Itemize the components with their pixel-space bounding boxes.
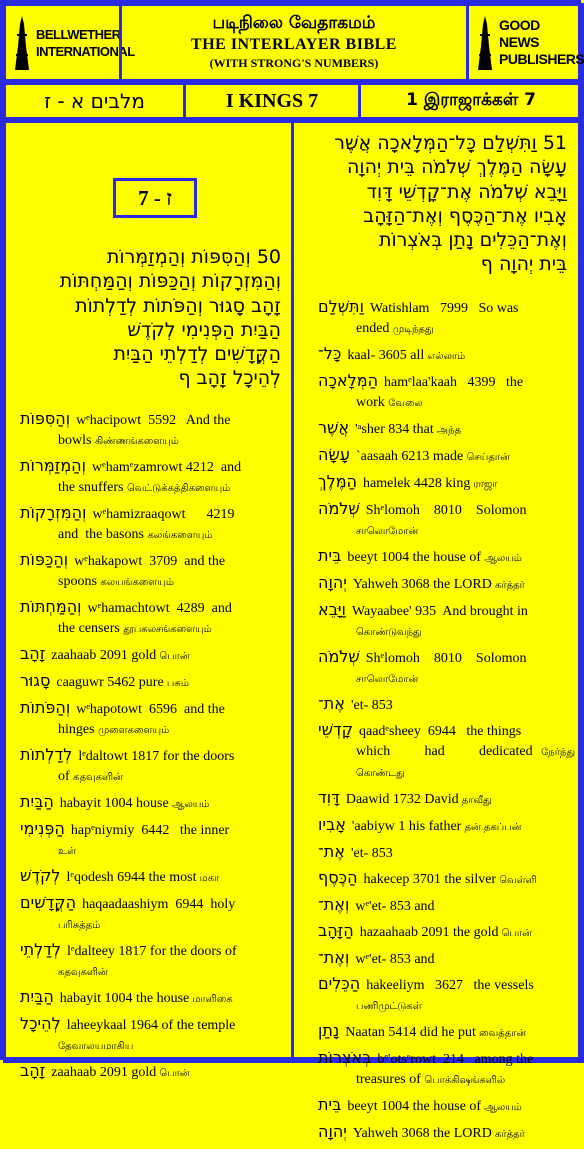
hebrew-word: אֲשֶׁר	[318, 418, 350, 437]
hebrew-word: וְהַמַּחְתּוֹת	[20, 597, 82, 616]
tamil-gloss: வேலை	[388, 398, 423, 409]
word-entry	[20, 409, 286, 452]
gloss-line-2: spoons	[58, 574, 101, 589]
tower-icon	[14, 16, 30, 70]
word-entry	[318, 720, 575, 784]
gloss-line: Wayaabee' 935 And brought in	[351, 604, 528, 619]
word-list-left	[20, 409, 286, 1088]
gloss-line-2: work	[356, 395, 389, 410]
gloss-line: hakeeliym 3627 the vessels	[366, 978, 534, 993]
tamil-gloss: கலங்களையும்	[147, 530, 213, 541]
word-entry	[20, 698, 286, 741]
hebrew-word: בֵּית	[318, 546, 342, 565]
hebrew-word: זָהָב	[20, 1061, 46, 1080]
tamil-gloss: பணிமுட்டுகள்	[356, 1001, 422, 1012]
bellwether-logo-line2: INTERNATIONAL	[36, 43, 135, 59]
word-entry	[318, 1048, 575, 1091]
hebrew-word: דָּוִד	[318, 788, 340, 807]
hebrew-word: לְדַלְתֵי	[20, 940, 62, 959]
hebrew-word: לְהֵיכָל	[20, 1014, 61, 1033]
word-entry	[20, 792, 286, 815]
hebrew-line: עָשָׂה הַמֶּלֶךְ שְׁלֹמֹה בֵּית יְהוָה	[347, 156, 567, 179]
hebrew-word: זָהָב	[20, 644, 46, 663]
gloss-line-2: of	[58, 769, 74, 784]
hebrew-word: הַבַּיִת	[20, 987, 54, 1006]
hebrew-word: הַמְּלָאכָה	[318, 371, 379, 390]
word-entry	[20, 1014, 286, 1057]
gloss-line: zaahaab 2091 gold	[51, 648, 157, 663]
word-entry	[318, 445, 575, 468]
hebrew-line: וְאֶת־הַכֵּלִים נָתַן בְּאֹצְרוֹת	[378, 229, 567, 252]
word-entry	[318, 788, 575, 811]
hebrew-line: וְהַמִּזְרָקוֹת וְהַכַּפּוֹת וְהַמַּחְתּוֹת	[59, 270, 281, 293]
gloss-line: lᵉdalteey 1817 for the doors of	[67, 944, 237, 959]
hebrew-line: אָבִיו אֶת־הַכֶּסֶף וְאֶת־הַזָּהָב	[363, 204, 567, 227]
word-entry	[20, 745, 286, 788]
hebrew-word: וְהַמְזַמְּרוֹת	[20, 456, 86, 475]
word-entry	[318, 921, 575, 944]
tamil-gloss: வைத்தான்	[475, 1028, 527, 1039]
gloss-line: Watishlam 7999 So was	[369, 301, 519, 316]
tamil-gloss: தன் தகப்பன்	[461, 822, 522, 833]
hebrew-word: לְקֹדֶשׁ	[20, 866, 61, 885]
gloss-line: Shᵉlomoh 8010 Solomon	[365, 503, 527, 518]
gloss-line: kaal- 3605 all	[347, 348, 425, 363]
word-entry	[20, 866, 286, 889]
hebrew-line: בֵּית יְהוָה ף	[480, 253, 567, 276]
hebrew-line: 50 וְהַסִּפּוֹת וְהַמְזַמְּרוֹת	[106, 246, 281, 268]
gloss-line: hazaahaab 2091 the gold	[359, 925, 499, 940]
hebrew-word: אָבִיו	[318, 815, 346, 834]
bellwether-logo	[3, 3, 135, 82]
tamil-gloss: சாலொமோன்	[356, 526, 419, 537]
word-entry	[20, 671, 286, 694]
tamil-gloss: பொக்கிஷங்களில்	[424, 1075, 506, 1086]
title-sub: (WITH STRONG'S NUMBERS)	[209, 56, 379, 70]
gloss-line: lᵉdaltowt 1817 for the doors	[78, 749, 235, 764]
gloss-line-2: hinges	[58, 722, 99, 737]
tamil-gloss: பரிசுத்தம்	[58, 920, 101, 931]
gloss-line: wᵉhamachtowt 4289 and	[87, 601, 232, 616]
gloss-line-2: treasures of	[356, 1072, 425, 1087]
hebrew-word: וַתִּשְׁלַם	[318, 297, 364, 316]
gloss-line: beeyt 1004 the house of	[347, 550, 482, 565]
tamil-gloss: ஆலயம்	[168, 799, 210, 810]
tamil-gloss: கதவுகளின்	[58, 967, 108, 978]
tamil-gloss: பொன்	[156, 651, 190, 662]
gloss-line: wᵉhamizraaqowt 4219	[92, 507, 235, 522]
tamil-gloss: மாளிகை	[189, 994, 233, 1005]
tamil-gloss: கலயங்களையும்	[100, 577, 174, 588]
tower-icon	[477, 16, 493, 70]
gloss-line: laheeykaal 1964 of the temple	[66, 1018, 236, 1033]
tamil-gloss: ஆலயம்	[481, 553, 522, 564]
word-entry	[318, 647, 575, 690]
hebrew-line: וַיָּבֵא שְׁלֹמֹה אֶת־קָדְשֵׁי דָּוִד	[366, 180, 567, 203]
english-book-ref: I KINGS 7	[183, 82, 361, 120]
word-entry	[20, 597, 286, 640]
word-entry	[318, 418, 575, 441]
gloss-line-2: bowls	[58, 433, 95, 448]
good-news-logo-line2: PUBLISHERS	[499, 51, 584, 67]
word-entry	[318, 1021, 575, 1044]
word-entry	[318, 600, 575, 643]
gloss-line: hamᵉlaa'kaah 4399 the	[384, 375, 524, 390]
gloss-line: haqaadaashiym 6944 holy	[82, 897, 236, 912]
hebrew-verse-50	[11, 245, 281, 391]
tamil-gloss: பசும்	[163, 678, 189, 689]
hebrew-word: בְּאֹצְרוֹת	[318, 1048, 372, 1067]
verse-box: 7 - ז	[113, 178, 197, 218]
word-entry	[20, 644, 286, 667]
word-entry	[318, 895, 575, 917]
tamil-gloss: கிண்ணங்களையும்	[94, 436, 179, 447]
word-entry	[318, 948, 575, 970]
tamil-gloss: ஆலயம்	[481, 1102, 522, 1113]
word-entry	[318, 472, 575, 495]
tamil-gloss: செய்தான்	[463, 452, 510, 463]
hebrew-word: בֵּית	[318, 1095, 342, 1114]
tamil-gloss: கர்த்தர்	[491, 1129, 525, 1140]
tamil-gloss: கொண்டுவந்து	[356, 627, 422, 638]
gloss-line: Yahweh 3068 the LORD	[352, 577, 492, 592]
good-news-logo-line1: GOOD NEWS	[499, 17, 540, 50]
gloss-line-2: which had dedicated	[356, 744, 542, 759]
hebrew-word: הַמֶּלֶךְ	[318, 472, 358, 491]
gloss-line: Daawid 1732 David	[345, 792, 459, 807]
hebrew-word: וְהַסִּפּוֹת	[20, 409, 71, 428]
tamil-gloss: கதவுகளின்	[73, 772, 123, 783]
gloss-line: bᵉ'otsᵉrowt 214 among the	[377, 1052, 534, 1067]
word-entry	[318, 815, 575, 838]
hebrew-word: הַכֶּסֶף	[318, 868, 358, 887]
hebrew-word: הַפְּנִימִי	[20, 819, 65, 838]
tamil-gloss: நேர்ந்து கொண்டது	[356, 747, 575, 779]
tamil-gloss: தாவீது	[458, 795, 492, 806]
tamil-gloss: மகா	[196, 873, 220, 884]
tamil-gloss: ராஜா	[470, 479, 498, 490]
tamil-gloss: பொன்	[498, 928, 532, 939]
hebrew-word: וְאֶת־	[318, 895, 350, 914]
hebrew-line: הַבַּיִת הַפְּנִימִי לְקֹדֶשׁ	[127, 318, 281, 341]
tamil-gloss: பொன்	[156, 1068, 190, 1079]
gloss-line: hamelek 4428 king	[363, 476, 471, 491]
gloss-line: wᵉhapotowt 6596 and the	[76, 702, 225, 717]
tamil-gloss: அந்த	[433, 425, 461, 436]
hebrew-word: הַזָּהָב	[318, 921, 354, 940]
word-entry	[318, 297, 575, 340]
word-entry	[318, 842, 575, 864]
word-entry	[318, 694, 575, 716]
gloss-line: 'et- 853	[350, 846, 393, 861]
hebrew-word: אֶת־	[318, 842, 345, 861]
title-main: THE INTERLAYER BIBLE	[191, 36, 397, 53]
hebrew-word: הַבַּיִת	[20, 792, 54, 811]
word-entry	[20, 503, 286, 546]
gloss-line: 'ᵃsher 834 that	[355, 422, 434, 437]
hebrew-word: וְהַפֹּתוֹת	[20, 698, 71, 717]
word-entry	[318, 974, 575, 1017]
hebrew-word: עָשָׂה	[318, 445, 350, 464]
hebrew-word: יְהוָה	[318, 1122, 347, 1141]
hebrew-word: לְדַלְתוֹת	[20, 745, 73, 764]
good-news-logo	[466, 3, 584, 82]
right-panel	[291, 120, 584, 1141]
tamil-gloss: தேவாலயமாகிய	[58, 1041, 134, 1052]
gloss-line: hapᵉniymiy 6442 the inner	[70, 823, 230, 838]
gloss-line: wᵉhacipowt 5592 And the	[76, 413, 231, 428]
hebrew-word: הַקֳּדָשִׁים	[20, 893, 77, 912]
tamil-gloss: முடிந்தது	[392, 324, 434, 335]
gloss-line: zaahaab 2091 gold	[51, 1065, 157, 1080]
word-entry	[318, 1122, 575, 1145]
hebrew-word: וְאֶת־	[318, 948, 350, 967]
left-panel	[3, 120, 294, 1080]
gloss-line-2: the snuffers	[58, 480, 127, 495]
gloss-line: caaguwr 5462 pure	[56, 675, 164, 690]
gloss-line-2: ended	[356, 321, 393, 336]
hebrew-word: שְׁלֹמֹה	[318, 647, 360, 666]
word-entry	[318, 573, 575, 596]
hebrew-word: וְהַמִּזְרָקוֹת	[20, 503, 87, 522]
tamil-gloss: எல்லாம்	[424, 351, 466, 362]
gloss-line: wᵉhakapowt 3709 and the	[74, 554, 226, 569]
word-entry	[20, 940, 286, 983]
word-entry	[318, 1095, 575, 1118]
gloss-line: habayit 1004 the house	[59, 991, 190, 1006]
word-entry	[318, 868, 575, 891]
tamil-gloss: சாலொமோன்	[356, 674, 419, 685]
word-entry	[318, 371, 575, 414]
hebrew-word: כָּל־	[318, 344, 342, 363]
word-entry	[20, 1061, 286, 1084]
gloss-line: `aasaah 6213 made	[355, 449, 464, 464]
hebrew-word: סָגוּר	[20, 671, 51, 690]
gloss-line: Yahweh 3068 the LORD	[352, 1126, 492, 1141]
gloss-line: habayit 1004 house	[59, 796, 169, 811]
gloss-line: 'aabiyw 1 his father	[351, 819, 462, 834]
gloss-line: hakecep 3701 the silver	[363, 872, 497, 887]
tamil-gloss: கர்த்தர்	[491, 580, 525, 591]
word-entry	[20, 550, 286, 593]
hebrew-line: הַקֳּדָשִׁים לְדַלְתֵי הַבַּיִת	[113, 343, 281, 366]
title-block	[119, 3, 469, 82]
tamil-gloss: வெள்ளி	[496, 875, 537, 886]
tamil-gloss: தூபகலசங்களையும்	[123, 624, 212, 635]
gloss-line: wᵉ'et- 853 and	[355, 952, 435, 967]
word-entry	[20, 893, 286, 936]
hebrew-word: קָדְשֵׁי	[318, 720, 353, 739]
hebrew-word: נָתַן	[318, 1021, 340, 1040]
tamil-gloss: முளைகளையும்	[98, 725, 170, 736]
word-entry	[318, 546, 575, 569]
gloss-line: Naatan 5414 did he put	[345, 1025, 476, 1040]
gloss-line: beeyt 1004 the house of	[347, 1099, 482, 1114]
hebrew-line: 51 וַתִּשְׁלַם כָּל־הַמְּלָאכָה אֲשֶׁר	[334, 132, 567, 154]
title-tamil: படிநிலை வேதாகமம்	[212, 13, 376, 33]
gloss-line: lᵉqodesh 6944 the most	[66, 870, 197, 885]
gloss-line-2: the censers	[58, 621, 124, 636]
hebrew-word: וַיָּבֵא	[318, 600, 346, 619]
gloss-line: qaadᵉsheey 6944 the things	[359, 724, 522, 739]
hebrew-word: יְהוָה	[318, 573, 347, 592]
hebrew-line: זָהָב סָגוּר וְהַפֹּתוֹת לְדַלְתוֹת	[75, 294, 281, 317]
word-entry	[20, 819, 286, 862]
hebrew-word: שְׁלֹמֹה	[318, 499, 360, 518]
hebrew-word: הַכֵּלִים	[318, 974, 361, 993]
tamil-gloss: உள்	[58, 846, 77, 857]
gloss-line: Shᵉlomoh 8010 Solomon	[365, 651, 527, 666]
gloss-line-2: and the basons	[58, 527, 148, 542]
word-entry	[318, 344, 575, 367]
word-entry	[20, 456, 286, 499]
hebrew-verse-51	[297, 131, 567, 277]
word-list-right	[318, 297, 575, 1149]
tamil-gloss: வெட்டுக்கத்திகளையும்	[126, 483, 231, 494]
gloss-line: wᵉhamᵉzamrowt 4212 and	[92, 460, 242, 475]
hebrew-book-ref: מלבים א - ז	[3, 82, 186, 120]
hebrew-word: אֶת־	[318, 694, 345, 713]
gloss-line: wᵉ'et- 853 and	[355, 899, 435, 914]
hebrew-line: לְהֵיכָל זָהָב ף	[178, 367, 281, 390]
word-entry	[318, 499, 575, 542]
bellwether-logo-line1: BELLWETHER	[36, 26, 121, 42]
word-entry	[20, 987, 286, 1010]
gloss-line: 'et- 853	[350, 698, 393, 713]
tamil-book-ref: 1 இராஜாக்கள் 7	[358, 82, 584, 120]
hebrew-word: וְהַכַּפּוֹת	[20, 550, 69, 569]
